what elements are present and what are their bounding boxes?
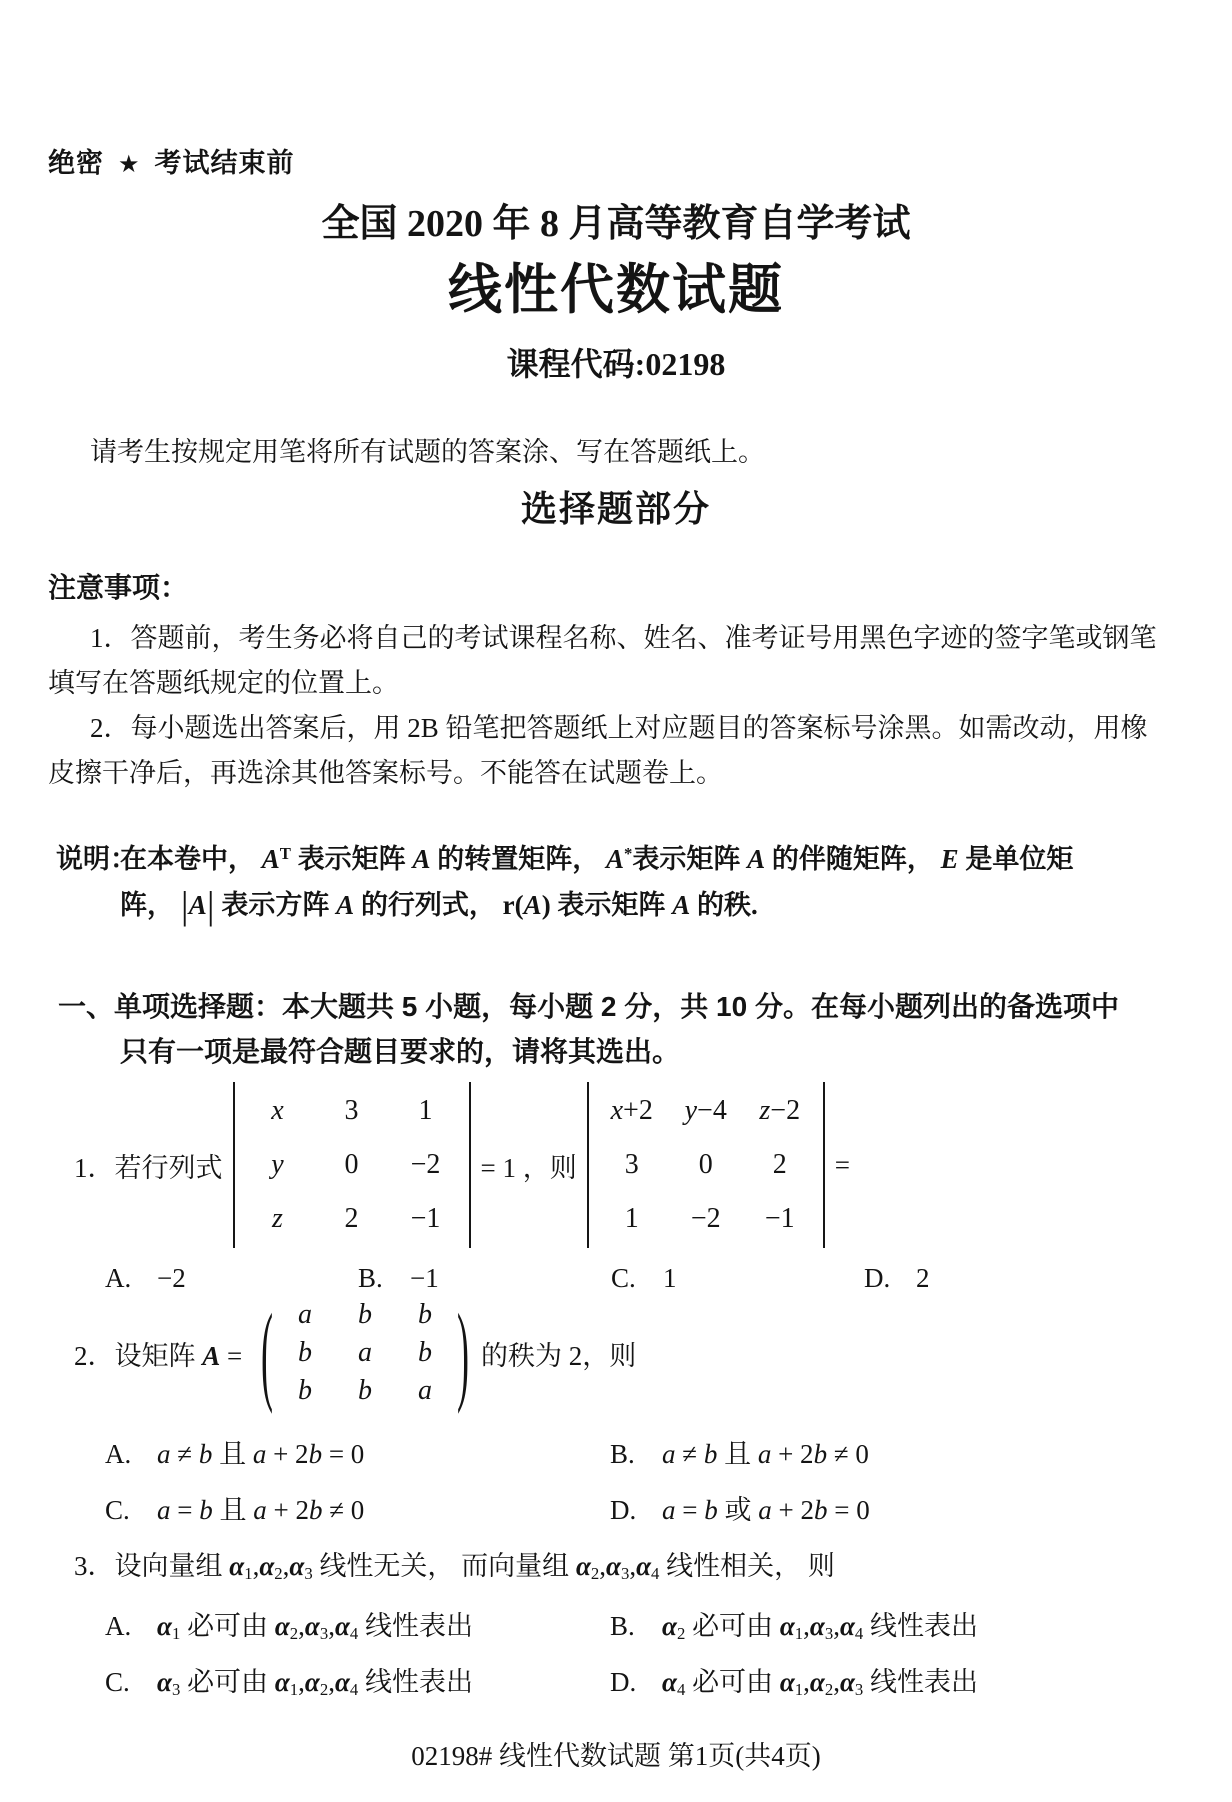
notice-item-2-line-2: 皮擦干净后，再选涂其他答案标号。不能答在试题卷上。 (48, 758, 723, 788)
option-label: B. (358, 1263, 383, 1293)
page-footer: 02198# 线性代数试题 第1页(共4页) (411, 1741, 821, 1771)
question-2-stem (48, 1291, 1184, 1415)
question-3-stem: 3．设向量组 α1,α2,α3 线性无关， 而向量组 α2,α3,α4 线性相关， 则 (74, 1551, 835, 1584)
question-1-determinant-2: x +2 y −4 z −2 3 0 2 1 −2 −1 (587, 1082, 825, 1248)
option-label: D. (610, 1495, 637, 1525)
section-1-heading-line-2: 只有一项是最符合题目要求的，请将其选出。 (120, 1036, 681, 1067)
option-value: a = b 或 a + 2b = 0 (662, 1495, 870, 1525)
timing-label: 考试结束前 (154, 148, 295, 178)
question-1-option-d (864, 1260, 1184, 1296)
option-value: a ≠ b 且 a + 2b = 0 (157, 1439, 365, 1469)
notice-item-2-line-1: 2．每小题选出答案后，用 2B 铅笔把答题纸上对应题目的答案标号涂黑。如需改动，用橡 (90, 713, 1148, 743)
question-1-stem (48, 1082, 1184, 1248)
option-value: α3 必可由 α1,α2,α4 线性表出 (157, 1667, 473, 1700)
option-value: −1 (410, 1263, 439, 1293)
option-label: B. (610, 1611, 635, 1641)
question-3-option-d (610, 1664, 1184, 1700)
secrecy-line (48, 146, 1184, 182)
question-2-option-d (610, 1492, 1184, 1528)
star-icon: ★ (118, 151, 141, 178)
question-2-option-b (610, 1436, 1184, 1472)
question-2-lead: 2．设矩阵 A = (74, 1340, 249, 1371)
notation-explanation-line-2: 阵， |A| 表示方阵 A 的行列式， r(A) 表示矩阵 A 的秩. (120, 883, 758, 927)
question-1-lead: 1．若行列式 (74, 1152, 223, 1183)
option-label: A. (105, 1611, 132, 1641)
option-value: a ≠ b 且 a + 2b ≠ 0 (662, 1439, 869, 1469)
notice-item-1-line-2: 填写在答题纸规定的位置上。 (48, 668, 399, 698)
question-2-option-c (105, 1492, 610, 1528)
option-label: C. (105, 1495, 130, 1525)
section-title: 选择题部分 (520, 488, 711, 529)
option-label: C. (611, 1263, 636, 1293)
option-label: B. (610, 1439, 635, 1469)
secrecy-label: 绝密 (48, 148, 104, 178)
option-value: α4 必可由 α1,α2,α3 线性表出 (662, 1667, 978, 1700)
option-label: C. (105, 1667, 130, 1697)
option-value: 1 (663, 1263, 677, 1293)
question-1-options (48, 1260, 1184, 1296)
question-2-option-a (105, 1436, 610, 1472)
preamble-text: 请考生按规定用笔将所有试题的答案涂、写在答题纸上。 (90, 437, 765, 467)
option-label: D. (864, 1263, 891, 1293)
question-2-options (48, 1436, 1184, 1528)
exam-subject-title: 线性代数试题 (448, 260, 784, 320)
question-3-option-a (105, 1608, 610, 1644)
question-3-options (48, 1608, 1184, 1700)
exam-session-title: 全国 2020 年 8 月高等教育自学考试 (321, 203, 911, 245)
notation-explanation-line-1: 在本卷中， $A^T$ 表示矩阵 A 的转置矩阵， A*表示矩阵 A 的伴随矩阵， E 是单位矩 (120, 843, 1074, 874)
question-2-tail: 的秩为 2，则 (481, 1340, 637, 1371)
notice-title: 注意事项： (48, 572, 189, 603)
option-value: −2 (157, 1263, 186, 1293)
question-3-option-b (610, 1608, 1184, 1644)
question-1-tail: = (834, 1149, 850, 1180)
question-3-option-c (105, 1664, 610, 1700)
question-1-determinant-1: x 3 1 y 0 −2 z 2 −1 (233, 1082, 471, 1248)
option-label: A. (105, 1263, 132, 1293)
notation-explanation-label: 说明： (56, 844, 137, 874)
question-2-matrix: ( a b b b a b b b a ) (261, 1291, 469, 1415)
question-1-option-c (611, 1260, 864, 1296)
question-1-option-b (358, 1260, 611, 1296)
section-1-heading (48, 984, 1184, 1074)
question-1-mid: = 1 ，则 (480, 1152, 577, 1183)
option-value: 2 (916, 1263, 930, 1293)
question-1-option-a (105, 1260, 358, 1296)
option-label: D. (610, 1667, 637, 1697)
notice-item-1-line-1: 1．答题前，考生务必将自己的考试课程名称、姓名、准考证号用黑色字迹的签字笔或钢笔 (90, 623, 1157, 653)
notation-explanation (48, 836, 1184, 928)
notice-list (48, 616, 1184, 796)
option-value: α1 必可由 α2,α3,α4 线性表出 (157, 1611, 473, 1644)
option-value: α2 必可由 α1,α3,α4 线性表出 (662, 1611, 978, 1644)
option-value: a = b 且 a + 2b ≠ 0 (157, 1495, 365, 1525)
course-code: 课程代码:02198 (506, 346, 726, 382)
option-label: A. (105, 1439, 132, 1469)
section-1-heading-line-1: 一、单项选择题：本大题共 5 小题，每小题 2 分，共 10 分。在每小题列出的备选项中 (58, 991, 1119, 1022)
